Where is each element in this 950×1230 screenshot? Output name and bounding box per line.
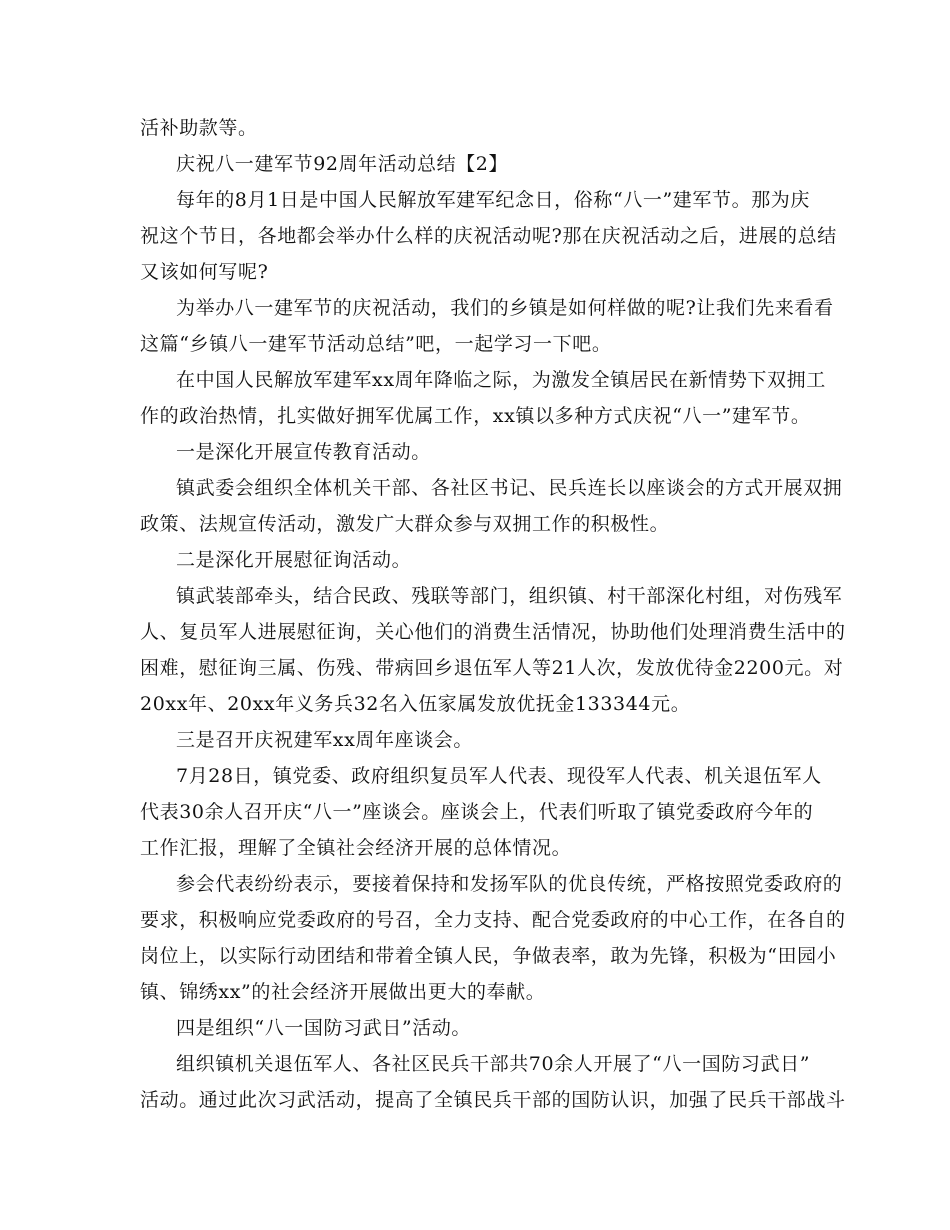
text-line: 在中国人民解放军建军xx周年降临之际，为激发全镇居民在新情势下双拥工 [176,369,826,391]
text-line: 20xx年、20xx年义务兵32名入伍家属发放优抚金133344元。 [140,693,691,715]
subheading: 二是深化开展慰征询活动。 [176,549,412,571]
text-line: 祝这个节日，各地都会举办什么样的庆祝活动呢?那在庆祝活动之后，进展的总结 [140,225,837,247]
text-line: 又该如何写呢? [140,261,269,283]
text-line: 镇武装部牵头，结合民政、残联等部门，组织镇、村干部深化村组，对伤残军 [176,585,843,607]
text-line: 镇、锦绣xx”的社会经济开展做出更大的奉献。 [140,981,546,1003]
text-line: 镇武委会组织全体机关干部、各社区书记、民兵连长以座谈会的方式开展双拥 [176,477,843,499]
section-heading: 庆祝八一建军节92周年活动总结【2】 [176,153,509,175]
subheading: 一是深化开展宣传教育活动。 [176,441,431,463]
text-line: 代表30余人召开庆“八一”座谈会。座谈会上，代表们听取了镇党委政府今年的 [140,801,814,823]
text-line: 为举办八一建军节的庆祝活动，我们的乡镇是如何样做的呢?让我们先来看看 [176,297,834,319]
text-line: 7月28日，镇党委、政府组织复员军人代表、现役军人代表、机关退伍军人 [176,765,822,787]
text-line: 这篇“乡镇八一建军节活动总结”吧，一起学习一下吧。 [140,333,612,355]
text-line: 岗位上，以实际行动团结和带着全镇人民，争做表率，敢为先锋，积极为“田园小 [140,945,837,967]
text-line: 作的政治热情，扎实做好拥军优属工作，xx镇以多种方式庆祝“八一”建军节。 [140,405,811,427]
subheading: 三是召开庆祝建军xx周年座谈会。 [176,729,474,751]
text-line: 活动。通过此次习武活动，提高了全镇民兵干部的国防认识，加强了民兵干部战斗 [140,1089,846,1111]
text-line: 政策、法规宣传活动，激发广大群众参与双拥工作的积极性。 [140,513,670,535]
subheading: 四是组织“八一国防习武日”活动。 [176,1017,472,1039]
text-line: 活补助款等。 [140,117,258,139]
text-line: 组织镇机关退伍军人、各社区民兵干部共70余人开展了“八一国防习武日” [176,1053,811,1075]
text-line: 人、复员军人进展慰征询，关心他们的消费生活情况，协助他们处理消费生活中的 [140,621,846,643]
text-line: 每年的8月1日是中国人民解放军建军纪念日，俗称“八一”建军节。那为庆 [176,189,811,211]
text-line: 工作汇报，理解了全镇社会经济开展的总体情况。 [140,837,572,859]
text-line: 要求，积极响应党委政府的号召，全力支持、配合党委政府的中心工作，在各自的 [140,909,846,931]
text-line: 困难，慰征询三属、伤残、带病回乡退伍军人等21人次，发放优待金2200元。对 [140,657,844,679]
text-line: 参会代表纷纷表示，要接着保持和发扬军队的优良传统，严格按照党委政府的 [176,873,843,895]
